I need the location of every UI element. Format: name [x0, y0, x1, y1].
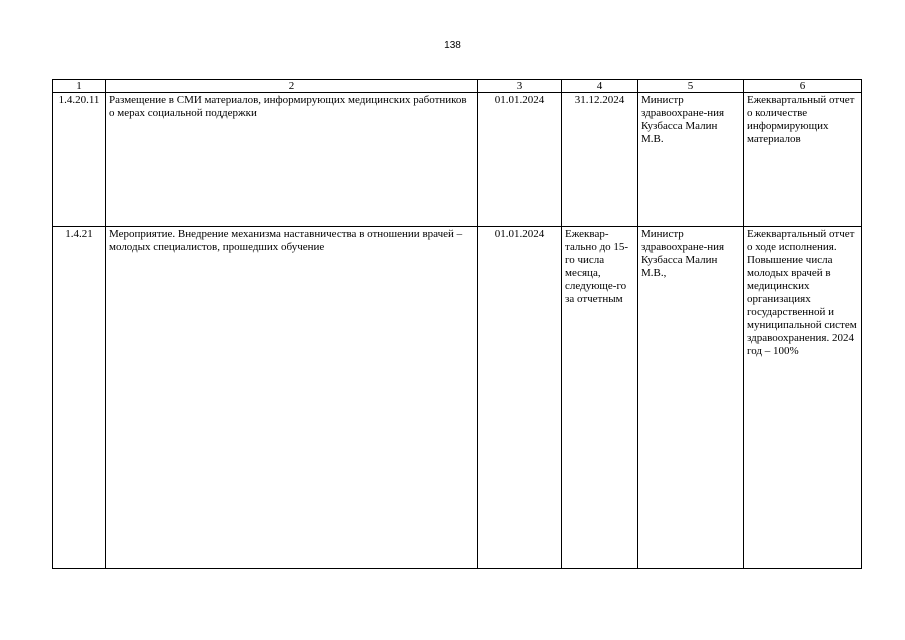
table-row: [53, 93, 862, 227]
row-start-date: 01.01.2024: [478, 227, 562, 569]
row-start-date: 01.01.2024: [478, 93, 562, 227]
row-description: Размещение в СМИ материалов, информирующих медицинских работников о мерах социальной поддержки: [106, 93, 478, 227]
column-number-5: 5: [638, 80, 744, 93]
row-result: Ежеквартальный отчет о количестве информирующих материалов: [744, 93, 862, 227]
row-end-date: Ежеквар-тально до 15-го числа месяца, следующе-го за отчетным: [562, 227, 638, 569]
plan-table: [52, 79, 862, 569]
row-number: 1.4.21: [53, 227, 106, 569]
row-responsible: Министр здравоохране-ния Кузбасса Малин М.В.,: [638, 227, 744, 569]
column-number-3: 3: [478, 80, 562, 93]
page-number: 138: [444, 40, 461, 51]
column-number-1: 1: [53, 80, 106, 93]
row-result: Ежеквартальный отчет о ходе исполнения. Повышение числа молодых врачей в медицинских организациях государственной и муниципальной систем здравоохранения. 2024 год – 100%: [744, 227, 862, 569]
column-number-row: [53, 80, 862, 93]
row-end-date: 31.12.2024: [562, 93, 638, 227]
table-row: [53, 227, 862, 569]
row-responsible: Министр здравоохране-ния Кузбасса Малин М.В.: [638, 93, 744, 227]
row-description: Мероприятие. Внедрение механизма наставничества в отношении врачей – молодых специалистов, прошедших обучение: [106, 227, 478, 569]
column-number-2: 2: [106, 80, 478, 93]
column-number-4: 4: [562, 80, 638, 93]
row-number: 1.4.20.11: [53, 93, 106, 227]
column-number-6: 6: [744, 80, 862, 93]
